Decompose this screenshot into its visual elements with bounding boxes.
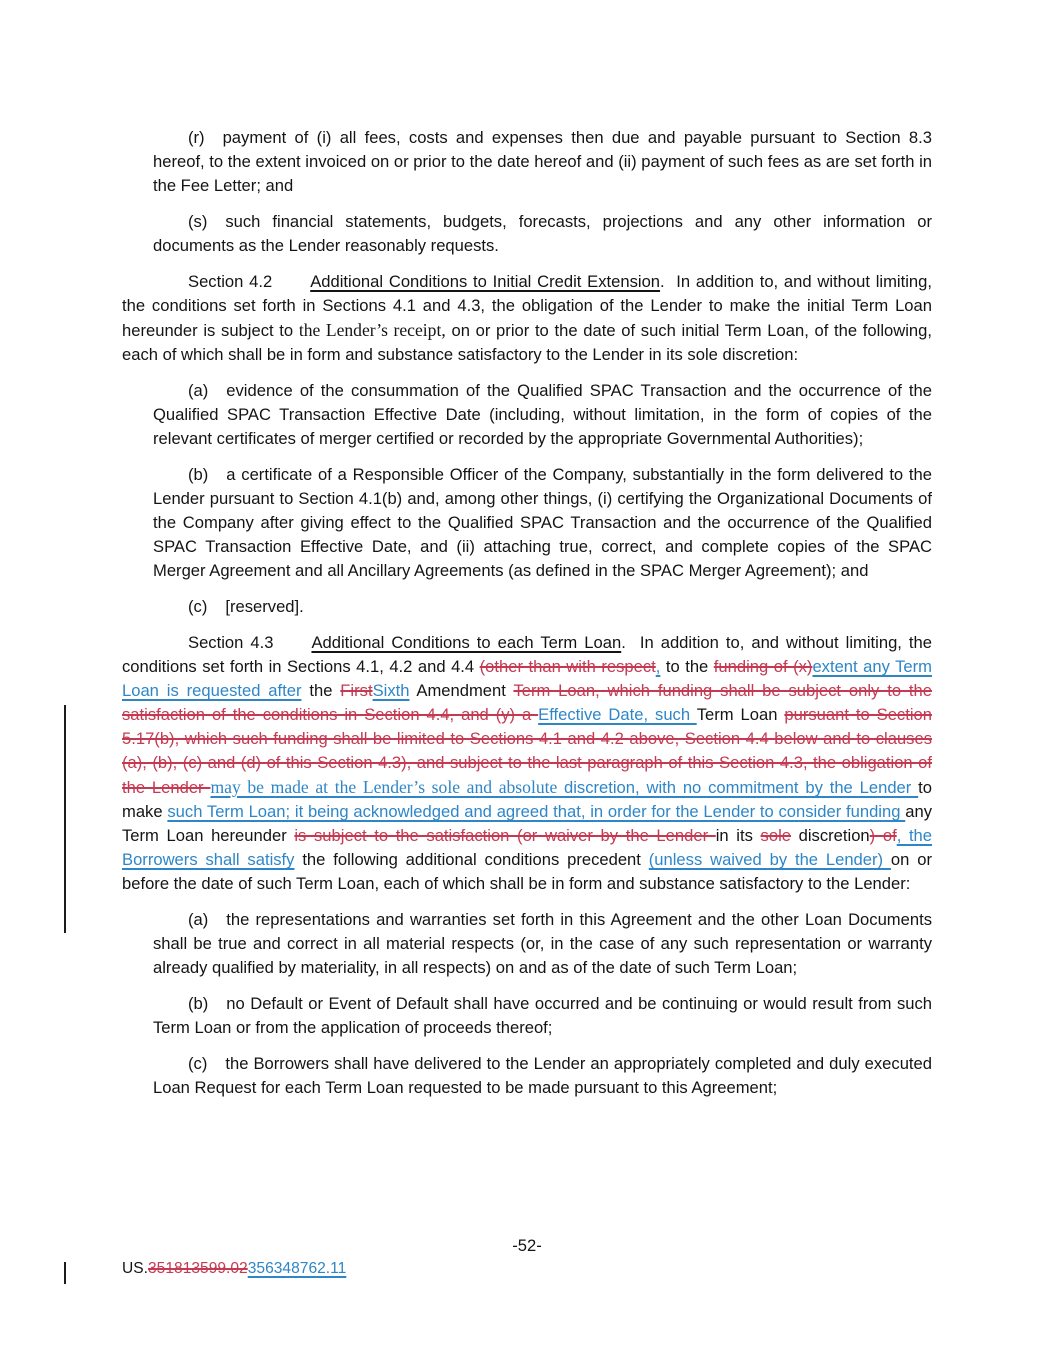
text-run: no Default or Event of Default shall have occurred and be continuing or would result from such Term Loan or from the application of proceeds thereof; (153, 994, 932, 1037)
deleted-text: ) of (869, 826, 897, 845)
inserted-text: 356348762.11 (247, 1260, 347, 1277)
section-heading: Additional Conditions to each Term Loan (311, 633, 622, 652)
text-run: discretion (791, 826, 870, 845)
paragraph-4-3-b (153, 992, 932, 1040)
deleted-text: sole (760, 826, 791, 845)
text-run: to the (660, 657, 714, 676)
paragraph-label: (r) (188, 128, 205, 147)
deleted-text: (other than with respect (479, 657, 656, 676)
text-run: In addition to, and without limiting, the conditions set forth in Sections 4.1 and 4.3, the obligation of the Lender to make the initial Term Loan hereunder is subject to (122, 272, 932, 340)
deleted-text: 351813599.02 (148, 1260, 248, 1277)
paragraph-4-2-c (153, 595, 932, 619)
deleted-text: funding of (x) (713, 657, 813, 676)
inserted-text: , (655, 657, 661, 676)
section-number: Section 4.2 (188, 272, 273, 291)
inserted-text: Effective Date, such (538, 705, 697, 724)
paragraph-label: (a) (188, 381, 209, 400)
text-run: the following additional conditions precedent (294, 850, 649, 869)
text-run: In addition to, and without limiting, the conditions set forth in Sections 4.1, 4.2 and 4.4 (122, 633, 932, 676)
deleted-text: First (340, 681, 373, 700)
text-run: a certificate of a Responsible Officer of the Company, substantially in the form delivered to the Lender pursuant to Section 4.1(b) and, among other things, (i) certifying the Organizational Documents of the Company after giving effect to the Qualified SPAC Transaction and the occurrence of the Qualified SPAC Transaction Effective Date, and (ii) attaching true, correct, and complete copies of the SPAC Merger Agreement and all Ancillary Agreements (as defined in the SPAC Merger Agreement); and (153, 465, 932, 580)
text-run: in its (715, 826, 761, 845)
paragraph-label: (a) (188, 910, 209, 929)
doc-id-prefix: US. (122, 1260, 148, 1277)
paragraph-r (153, 126, 932, 198)
text-run: such financial statements, budgets, forecasts, projections and any other information or documents as the Lender reasonably requests. (153, 212, 932, 255)
text-run: the representations and warranties set forth in this Agreement and the other Loan Documents shall be true and correct in all material respects (or, in the case of any such representation or warranty already qualified by materiality, in all respects) on and as of the date of such Term Loan; (153, 910, 932, 977)
paragraph-4-3-a (153, 908, 932, 980)
text-run: on or before the date of such Term Loan, each of which shall be in form and substance satisfactory to the Lender: (122, 850, 932, 893)
text-run: any Term Loan hereunder (122, 802, 933, 845)
paragraph-label: (c) (188, 1054, 208, 1073)
deleted-text: pursuant to Section 5.17(b), which such funding shall be limited to Sections 4.1 and 4.2 above, Section 4.4 below and to clauses (a), (b), (c) and (d) of this Section 4.3), and subject to the last paragraph of this Section 4.3, the obligation of the Lender (122, 705, 932, 797)
text-run: Amendment (409, 681, 514, 700)
inserted-text: discretion, with no commitment by the Lender (563, 778, 919, 797)
text-run: the (301, 681, 341, 700)
paragraph-label: (s) (188, 212, 208, 231)
inserted-text: Sixth (372, 681, 410, 700)
paragraph-label: (b) (188, 465, 209, 484)
text-run: evidence of the consummation of the Qualified SPAC Transaction and the occurrence of the Qualified SPAC Transaction Effective Date (including, without limitation, in the form of copies of the relevant certificates of merger certified or recorded by the appropriate Governmental Authorities); (153, 381, 932, 448)
paragraph-s (153, 210, 932, 258)
page-number: -52- (512, 1236, 542, 1255)
deleted-text: is subject to the satisfaction (or waiver by the Lender (294, 826, 716, 845)
inserted-text: (unless waived by the Lender) (648, 850, 891, 869)
inserted-text-serif: may be made at the Lender’s sole and absolute (210, 777, 564, 797)
inserted-text: extent any Term Loan is requested after (122, 657, 932, 700)
inserted-text: such Term Loan; it being acknowledged and agreed that, in order for the Lender to consider funding (167, 802, 906, 821)
document-body (122, 0, 932, 1112)
inserted-text: , the Borrowers shall satisfy (122, 826, 933, 869)
text-run-serif: the Lender’s receipt, (298, 320, 446, 340)
change-bar (64, 705, 66, 933)
document-id (122, 1260, 346, 1278)
deleted-text: Term Loan, which funding shall be subject only to the satisfaction of the conditions in Section 4.4, and (y) a (122, 681, 932, 724)
text-run: Term Loan (696, 705, 785, 724)
section-heading: Additional Conditions to Initial Credit Extension (310, 272, 661, 291)
paragraph-4-3-c (153, 1052, 932, 1100)
text-run: . (621, 633, 633, 652)
section-4-2 (122, 270, 932, 367)
section-number: Section 4.3 (188, 633, 274, 652)
paragraph-4-2-b (153, 463, 932, 583)
paragraph-label: (b) (188, 994, 209, 1013)
text-run: to make (122, 778, 932, 821)
change-bar (64, 1262, 66, 1284)
paragraph-4-2-a (153, 379, 932, 451)
section-4-3 (122, 631, 932, 896)
text-run: the Borrowers shall have delivered to the Lender an appropriately completed and duly executed Loan Request for each Term Loan requested to be made pursuant to this Agreement; (153, 1054, 932, 1097)
text-run: payment of (i) all fees, costs and expenses then due and payable pursuant to Section 8.3 hereof, to the extent invoiced on or prior to the date hereof and (ii) payment of such fees as are set forth in the Fee Letter; and (153, 128, 932, 195)
paragraph-label: (c) (188, 597, 208, 616)
text-run: on or prior to the date of such initial Term Loan, of the following, each of which shall be in form and substance satisfactory to the Lender in its sole discretion: (122, 321, 932, 364)
text-run: . (660, 272, 671, 291)
text-run: [reserved]. (225, 597, 304, 616)
